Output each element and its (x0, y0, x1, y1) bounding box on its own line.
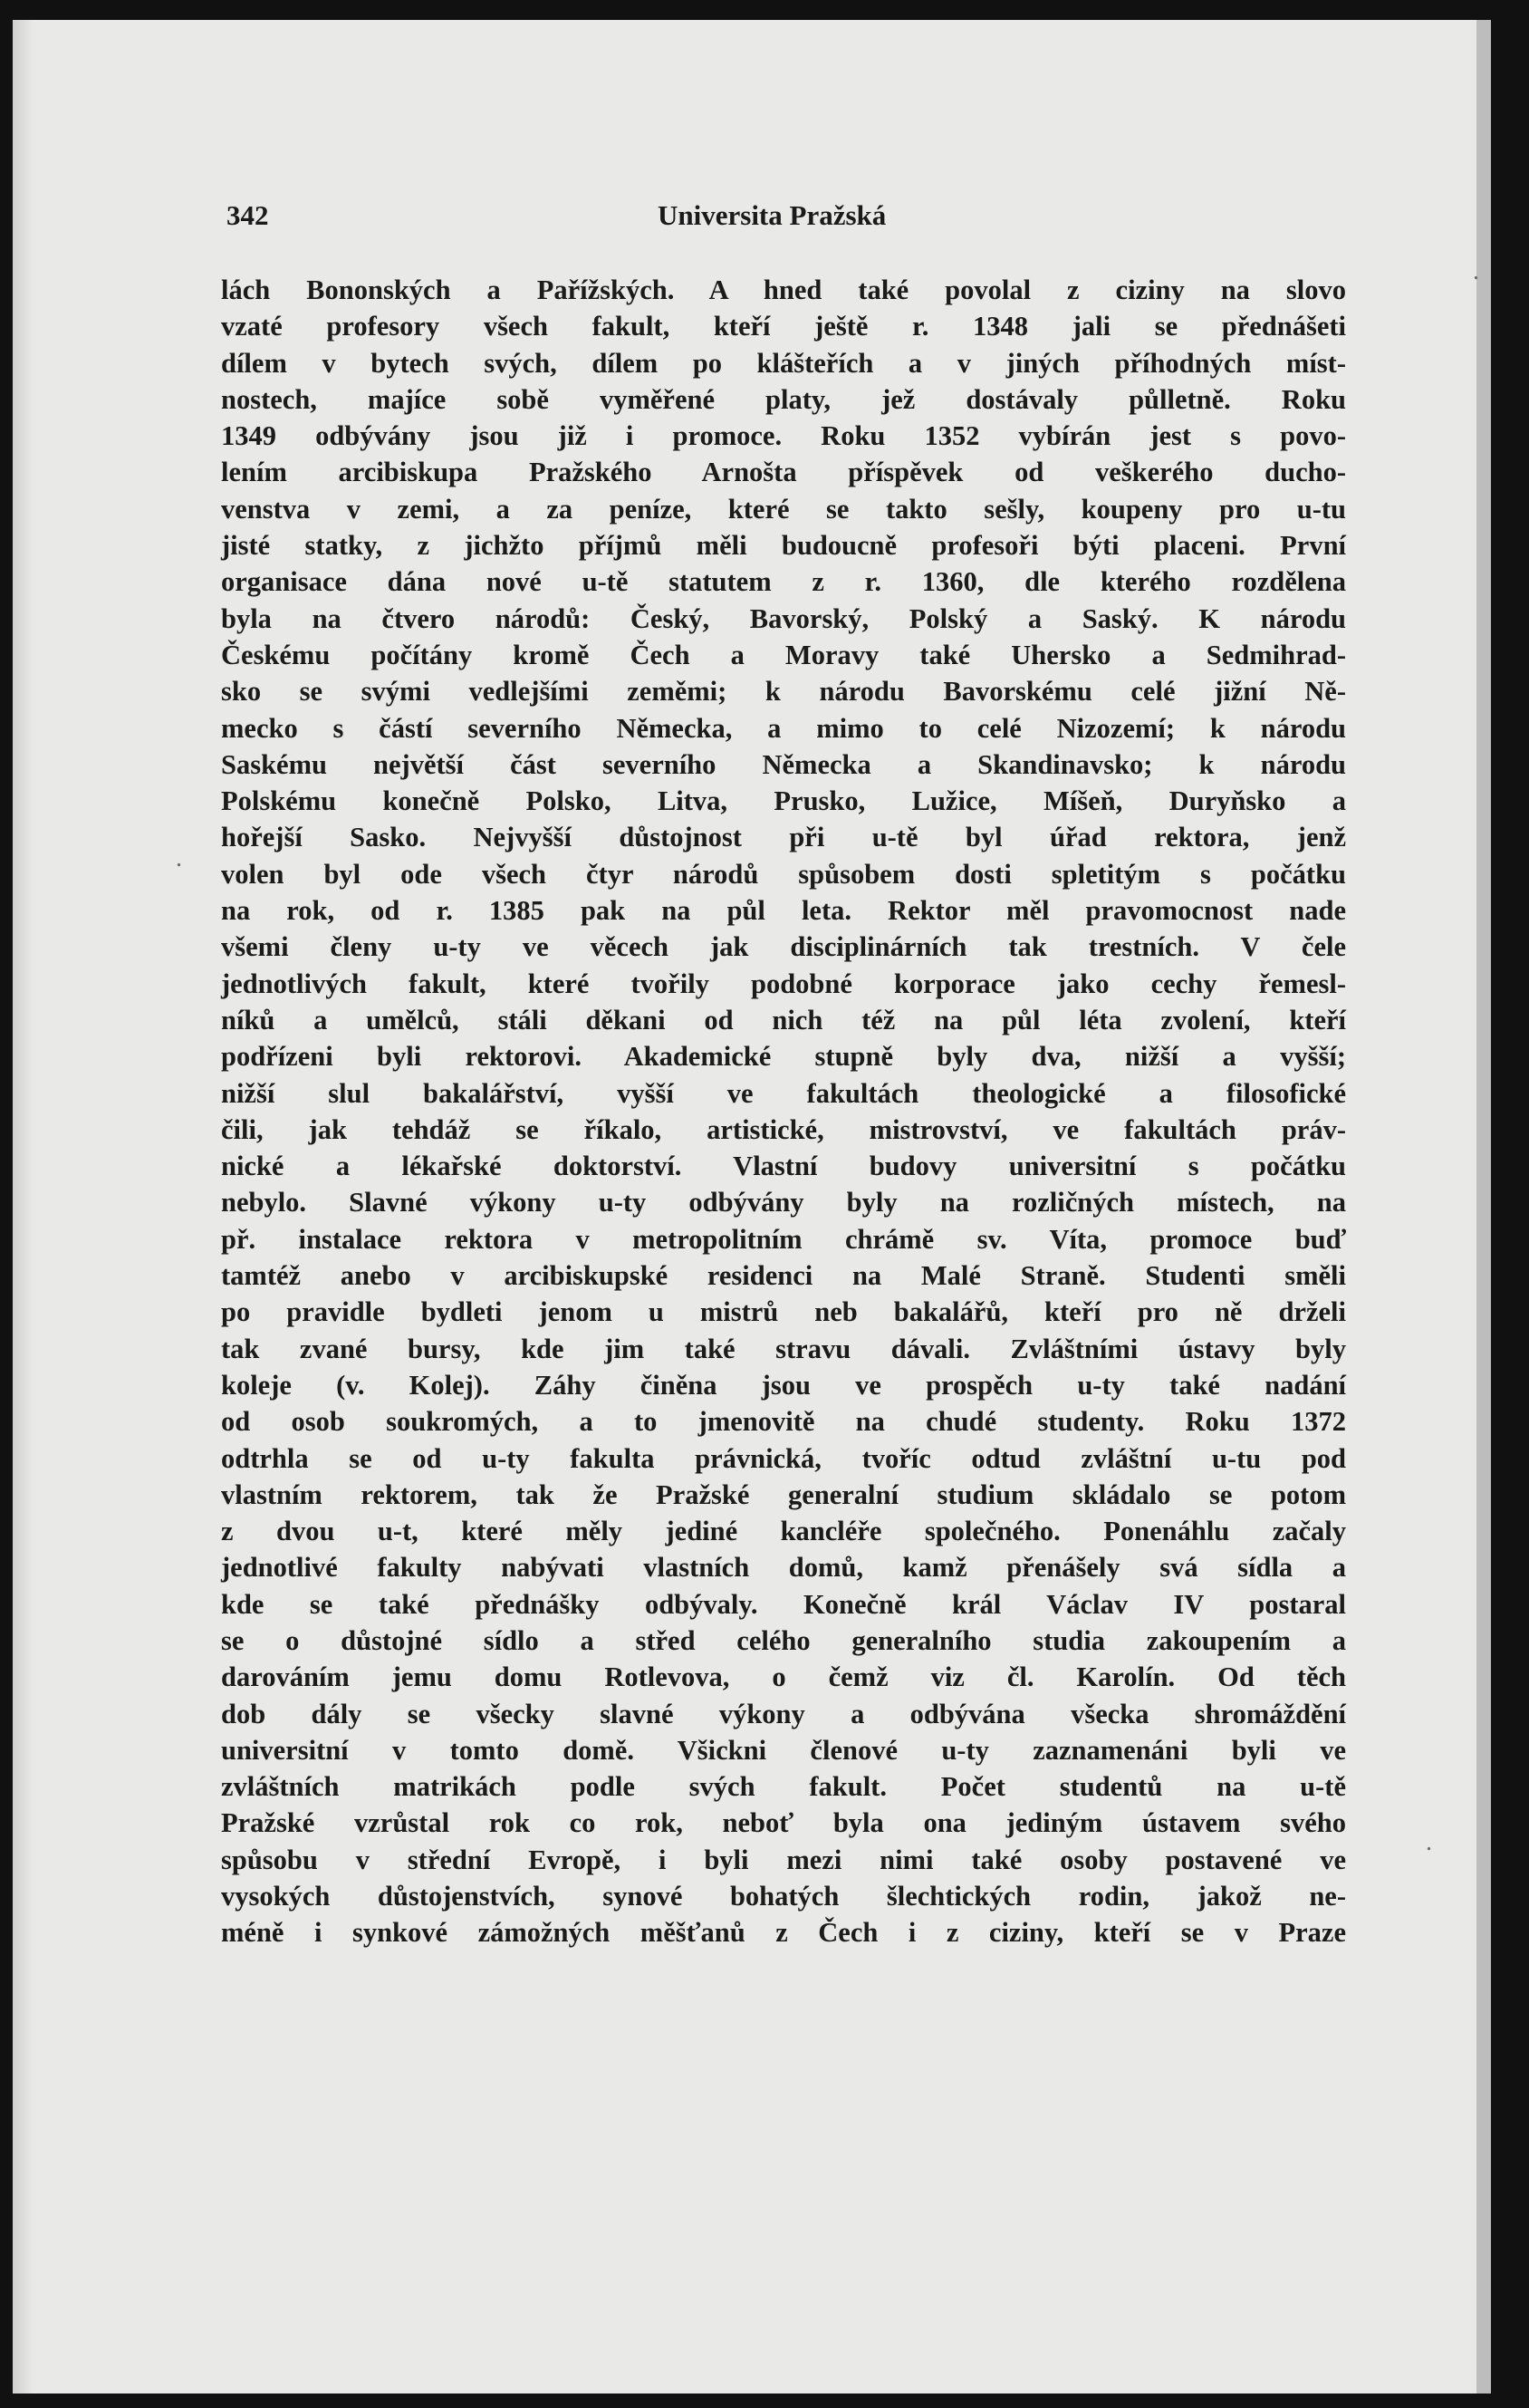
text-line: vlastním rektorem, tak že Pražské generalní studium skládalo se potom (221, 1479, 1346, 1510)
text-line: čili, jak tehdáž se říkalo, artistické, mistrovství, ve fakultách práv- (221, 1113, 1346, 1145)
text-line: koleje (v. Kolej). Záhy činěna jsou ve prospěch u-ty také nadání (221, 1369, 1346, 1401)
text-line: Českému počítány kromě Čech a Moravy také Uhersko a Sedmihrad- (221, 639, 1346, 670)
text-line: dob dály se všecky slavné výkony a odbývána všecka shromáždění (221, 1698, 1346, 1729)
text-line: lách Bononských a Pařížských. A hned také povolal z ciziny na slovo (221, 275, 1346, 305)
text-line: hořejší Sasko. Nejvyšší důstojnost při u-tě byl úřad rektora, jenž (221, 822, 1346, 853)
text-line: byla na čtvero národů: Český, Bavorský, Polský a Saský. K národu (221, 602, 1346, 634)
text-line: tamtéž anebo v arcibiskupské residenci na Malé Straně. Studenti směli (221, 1260, 1346, 1292)
text-line: nebylo. Slavné výkony u-ty odbývány byly na rozličných místech, na (221, 1187, 1346, 1218)
text-line: universitní v tomto domě. Všickni členové u-ty zaznamenáni byli ve (221, 1734, 1346, 1766)
page-gutter-shadow (13, 20, 33, 2394)
text-line: vysokých důstojenstvích, synové bohatých šlechtických rodin, jakož ne- (221, 1881, 1346, 1912)
book-page (13, 20, 1491, 2394)
text-line: darováním jemu domu Rotlevova, o čemž viz čl. Karolín. Od těch (221, 1662, 1346, 1693)
text-line: 1349 odbývány jsou již i promoce. Roku 1352 vybírán jest s povo- (221, 420, 1346, 452)
text-line: odtrhla se od u-ty fakulta právnická, tvoříc odtud zvláštní u-tu pod (221, 1442, 1346, 1474)
text-line: zvláštních matrikách podle svých fakult. Počet studentů na u-tě (221, 1771, 1346, 1803)
text-line: př. instalace rektora v metropolitním chrámě sv. Víta, promoce buď (221, 1223, 1346, 1255)
text-line: nižší slul bakalářství, vyšší ve fakultách theologické a filosofické (221, 1077, 1346, 1109)
margin-speck: . (176, 844, 182, 872)
margin-speck: . (1426, 1828, 1432, 1856)
text-line: z dvou u-t, které měly jediné kancléře společného. Ponenáhlu začaly (221, 1516, 1346, 1547)
text-line: vzaté profesory všech fakult, kteří ještě r. 1348 jali se přednášeti (221, 311, 1346, 342)
text-line: volen byl ode všech čtyr národů spůsobem dosti spletitým s počátku (221, 858, 1346, 890)
text-line: tak zvané bursy, kde jim také stravu dávali. Zvláštními ústavy byly (221, 1333, 1346, 1364)
text-line: níků a umělců, stáli děkani od nich též na půl léta zvolení, kteří (221, 1004, 1346, 1035)
text-line: mecko s částí severního Německa, a mimo to celé Nizozemí; k národu (221, 712, 1346, 744)
text-line: Saskému největší část severního Německa a Skandinavsko; k národu (221, 748, 1346, 780)
text-line: na rok, od r. 1385 pak na půl leta. Rektor měl pravomocnost nade (221, 895, 1346, 927)
text-line: venstva v zemi, a za peníze, které se takto sešly, koupeny pro u-tu (221, 493, 1346, 525)
text-line: méně i synkové zámožných měšťanů z Čech i z ciziny, kteří se v Praze (221, 1917, 1346, 1949)
text-line: nické a lékařské doktorství. Vlastní budovy universitní s počátku (221, 1151, 1346, 1182)
text-line: od osob soukromých, a to jmenovitě na chudé studenty. Roku 1372 (221, 1406, 1346, 1438)
text-line: lením arcibiskupa Pražského Arnošta příspěvek od veškerého ducho- (221, 457, 1346, 488)
page-edge-strip (1476, 20, 1491, 2394)
text-line: dílem v bytech svých, dílem po klášteřích a v jiných příhodných míst- (221, 347, 1346, 379)
text-line: spůsobu v střední Evropě, i byli mezi nimi také osoby postavené ve (221, 1844, 1346, 1875)
running-title: Universita Pražská (658, 199, 887, 231)
text-line: Polskému konečně Polsko, Litva, Prusko, Lužice, Míšeň, Duryňsko a (221, 785, 1346, 817)
text-line: jednotlivých fakult, které tvořily podobné korporace jako cechy řemesl- (221, 968, 1346, 999)
page-number: 342 (226, 199, 269, 231)
text-line: nostech, majíce sobě vyměřené platy, jež dostávaly půlletně. Roku (221, 383, 1346, 415)
text-line: organisace dána nové u-tě statutem z r. 1360, dle kterého rozdělena (221, 566, 1346, 598)
text-line: Pražské vzrůstal rok co rok, neboť byla ona jediným ústavem svého (221, 1807, 1346, 1839)
body-text (221, 272, 1346, 1951)
text-line: sko se svými vedlejšími zeměmi; k národu Bavorskému celé jižní Ně- (221, 676, 1346, 708)
text-line: všemi členy u-ty ve věcech jak disciplinárních tak trestních. V čele (221, 931, 1346, 963)
text-line: kde se také přednášky odbývaly. Konečně král Václav IV postaral (221, 1588, 1346, 1620)
text-line: se o důstojné sídlo a střed celého generalního studia zakoupením a (221, 1624, 1346, 1656)
text-line: jednotlivé fakulty nabývati vlastních domů, kamž přenášely svá sídla a (221, 1552, 1346, 1584)
margin-speck: . (1473, 257, 1479, 285)
text-line: po pravidle bydleti jenom u mistrů neb bakalářů, kteří pro ně drželi (221, 1296, 1346, 1328)
text-line: jisté statky, z jichžto příjmů měli budoucně profesoři býti placeni. První (221, 530, 1346, 562)
page-header (226, 199, 951, 236)
text-line: podřízeni byli rektorovi. Akademické stupně byly dva, nižší a vyšší; (221, 1041, 1346, 1073)
